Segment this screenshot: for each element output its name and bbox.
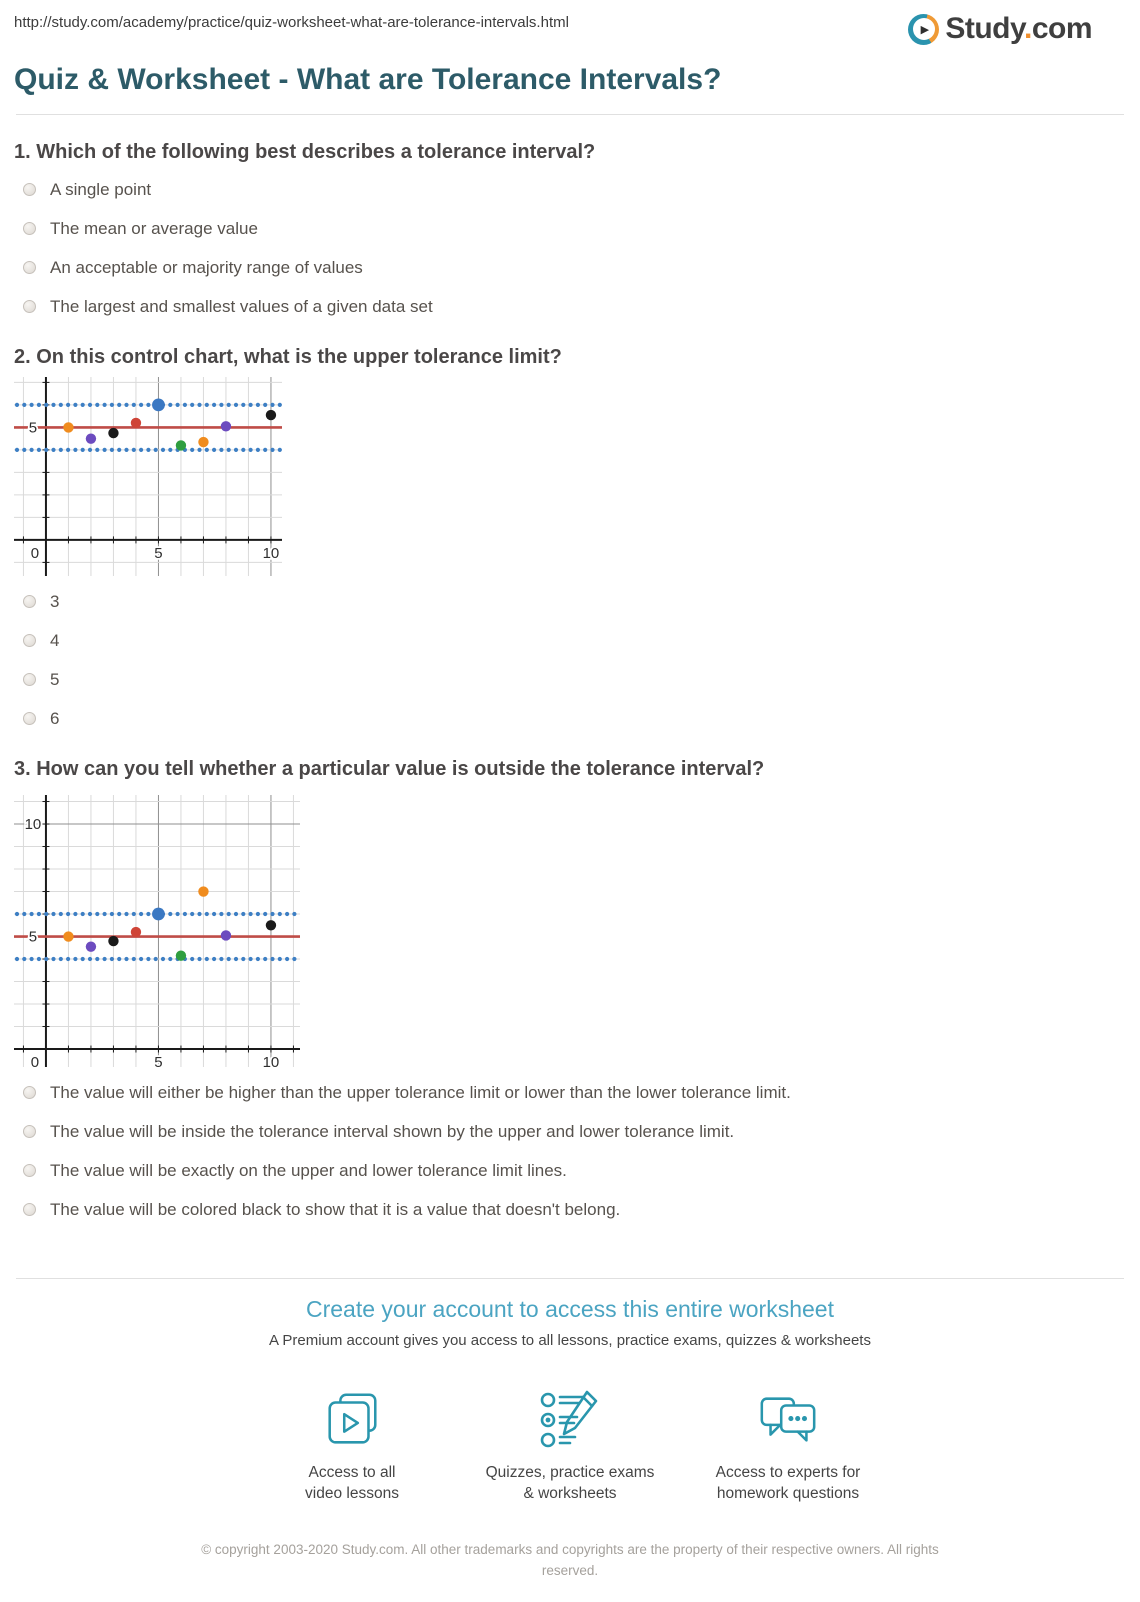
svg-text:5: 5 — [154, 1054, 163, 1067]
question-1 — [14, 141, 1140, 320]
radio-button[interactable] — [23, 673, 36, 686]
answer-option[interactable]: A single point — [14, 176, 1140, 203]
feature-label: Access to all video lessons — [305, 1464, 399, 1502]
answer-option[interactable]: The largest and smallest values of a given data set — [14, 293, 1140, 320]
radio-button[interactable] — [23, 712, 36, 725]
answer-option[interactable]: 5 — [14, 666, 1140, 693]
radio-button[interactable] — [23, 1203, 36, 1216]
answer-option[interactable]: 4 — [14, 627, 1140, 654]
question-3-options — [14, 1079, 1140, 1223]
svg-text:10: 10 — [24, 816, 42, 834]
radio-button[interactable] — [23, 1164, 36, 1177]
video-lessons-icon — [252, 1387, 452, 1449]
radio-button[interactable] — [23, 183, 36, 196]
svg-text:5: 5 — [28, 928, 38, 946]
footer — [0, 1296, 1140, 1582]
feature-quizzes-worksheets — [470, 1387, 670, 1505]
title-divider — [16, 114, 1124, 115]
answer-option[interactable]: 3 — [14, 588, 1140, 615]
svg-text:10: 10 — [262, 544, 280, 562]
radio-button[interactable] — [23, 261, 36, 274]
answer-option[interactable]: The value will be exactly on the upper and lower tolerance limit lines. — [14, 1157, 1140, 1184]
svg-text:5: 5 — [154, 544, 163, 562]
radio-button[interactable] — [23, 222, 36, 235]
page-url: http://study.com/academy/practice/quiz-worksheet-what-are-tolerance-intervals.html — [14, 14, 569, 31]
experts-chat-icon — [688, 1387, 888, 1449]
radio-button[interactable] — [23, 1125, 36, 1138]
question-3 — [14, 758, 1140, 1223]
feature-video-lessons — [252, 1387, 452, 1505]
create-account-link[interactable]: Create your account to access this entire worksheet — [306, 1296, 834, 1322]
question-1-options — [14, 176, 1140, 320]
question-2-options — [14, 588, 1140, 732]
control-chart-q2-svg — [14, 377, 282, 576]
answer-option[interactable]: The mean or average value — [14, 215, 1140, 242]
feature-label: Access to experts for homework questions — [715, 1464, 861, 1502]
premium-subheading: A Premium account gives you access to all lessons, practice exams, quizzes & worksheets — [269, 1332, 871, 1349]
control-chart-q2 — [14, 377, 1140, 576]
radio-button[interactable] — [23, 634, 36, 647]
radio-button[interactable] — [23, 300, 36, 313]
answer-option[interactable]: The value will be inside the tolerance interval shown by the upper and lower tolerance limit. — [14, 1118, 1140, 1145]
question-1-heading: 1. Which of the following best describes a tolerance interval? — [14, 141, 596, 163]
answer-option[interactable]: The value will be colored black to show that it is a value that doesn't belong. — [14, 1196, 1140, 1223]
svg-text:0: 0 — [30, 544, 40, 562]
answer-option[interactable]: The value will either be higher than the upper tolerance limit or lower than the lower tolerance limit. — [14, 1079, 1140, 1106]
answer-option[interactable]: An acceptable or majority range of values — [14, 254, 1140, 281]
features-row — [0, 1387, 1140, 1505]
page-title: Quiz & Worksheet - What are Tolerance Intervals? — [14, 63, 722, 96]
svg-text:0: 0 — [30, 1054, 40, 1067]
question-2 — [14, 346, 1140, 732]
radio-button[interactable] — [23, 1086, 36, 1099]
copyright-text: © copyright 2003-2020 Study.com. All other trademarks and copyrights are the property of their respective owners. All rights reserved. — [201, 1541, 939, 1579]
study-com-logo[interactable] — [908, 12, 1092, 46]
feature-label: Quizzes, practice exams & worksheets — [485, 1464, 655, 1502]
svg-text:5: 5 — [28, 419, 38, 437]
question-3-heading: 3. How can you tell whether a particular value is outside the tolerance interval? — [14, 758, 765, 780]
answer-option[interactable]: 6 — [14, 705, 1140, 732]
quiz-worksheet-icon — [470, 1387, 670, 1449]
study-logo-icon — [908, 14, 939, 45]
question-2-heading: 2. On this control chart, what is the upper tolerance limit? — [14, 346, 562, 368]
play-icon: ▶ — [913, 18, 935, 40]
scatter-chart-q3-svg — [14, 795, 300, 1067]
feature-homework-experts — [688, 1387, 888, 1505]
logo-text: Study.com — [945, 12, 1092, 45]
radio-button[interactable] — [23, 595, 36, 608]
footer-divider — [16, 1278, 1124, 1279]
svg-text:10: 10 — [262, 1054, 280, 1067]
scatter-chart-q3 — [14, 795, 1140, 1067]
